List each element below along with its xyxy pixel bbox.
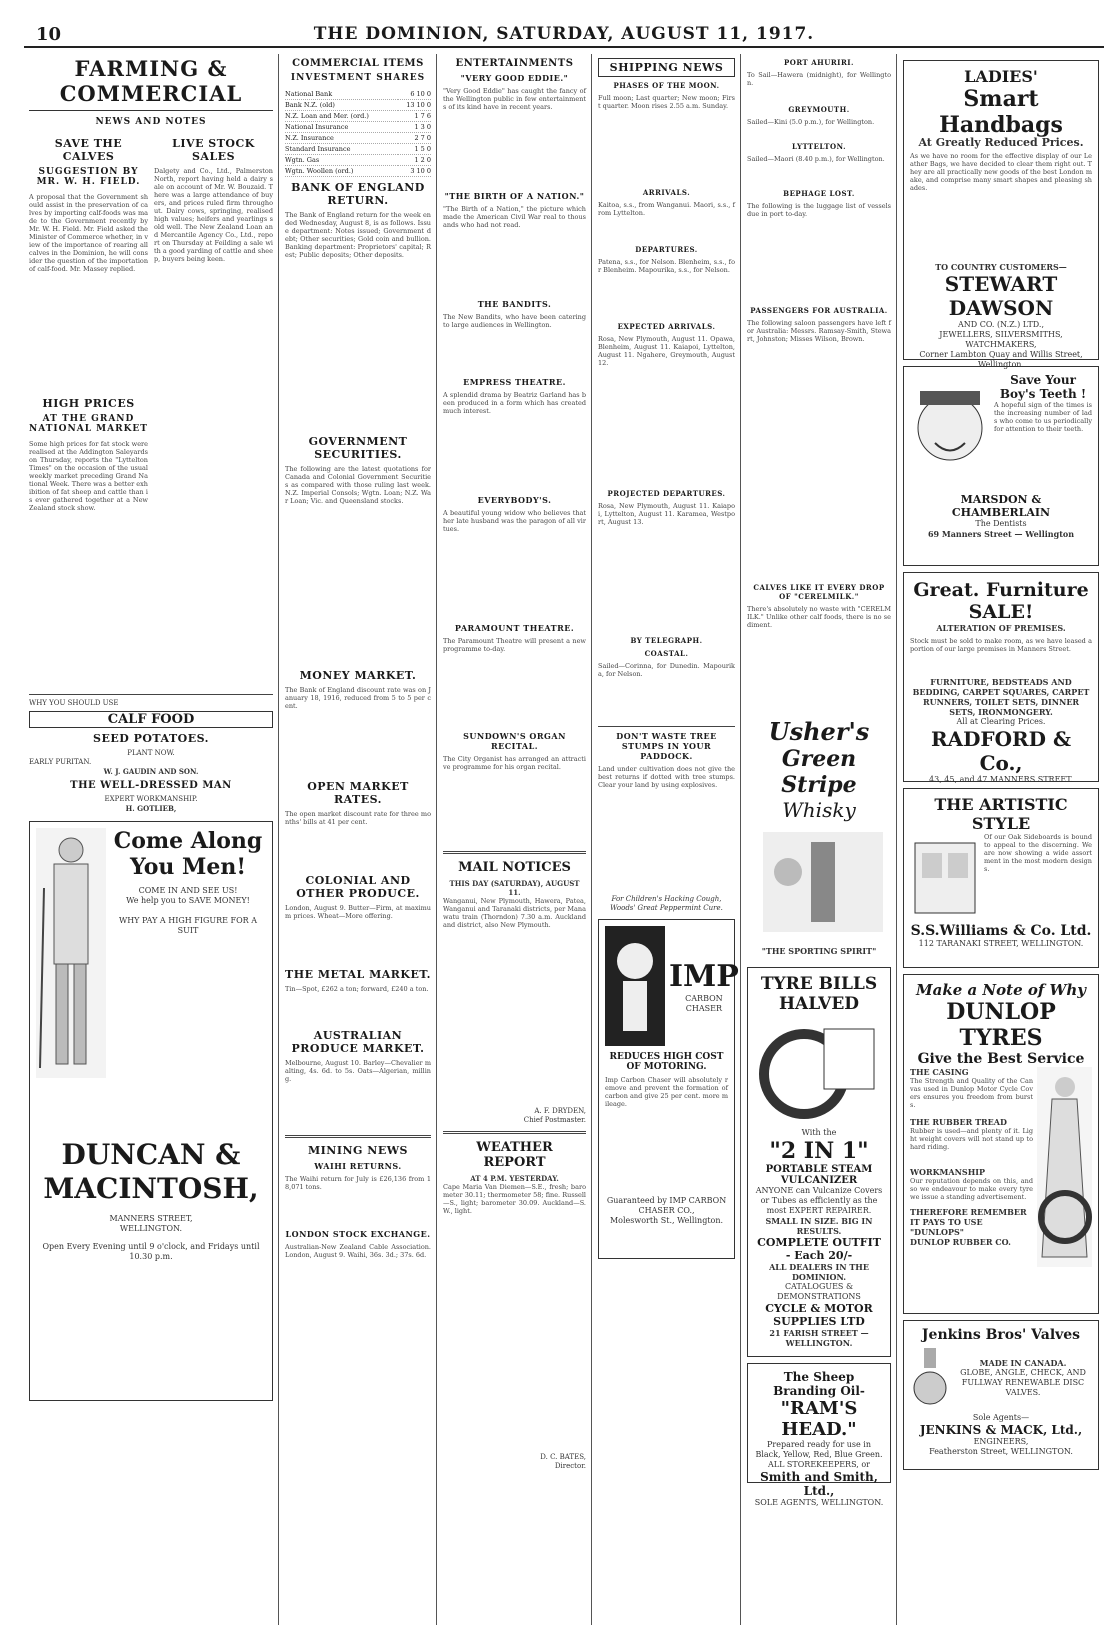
colonial-produce-title: COLONIAL AND OTHER PRODUCE. [296,874,420,900]
jenkins-address: Featherston Street, WELLINGTON. [929,1447,1073,1456]
expert-workmanship: EXPERT WORKMANSHIP. [104,795,198,803]
workmanship: WORKMANSHIP [910,1167,986,1177]
farish-street: 21 FARISH STREET — WELLINGTON. [769,1328,869,1348]
therefore-remember: THEREFORE REMEMBER [910,1207,1027,1217]
mining-news-heading: MINING NEWS [307,1144,409,1157]
teeth-body: A hopeful sign of the times is the increasing number of lads who come to us periodically for attention to their teeth. [994,401,1092,433]
ent-body-4: A splendid drama by Beatriz Garland has been produced in a form which has created much interest. [443,391,586,415]
share-name: Wgtn. Gas [285,155,398,166]
share-value: 1 3 0 [398,122,431,133]
it-pays: IT PAYS TO USE "DUNLOPS" [910,1217,983,1237]
ent-body-5: A beautiful young widow who believes that her late husband was the paragon of all virtues. [443,509,586,533]
marsdon-dentist-advert [903,366,1099,566]
column-commercial [280,54,437,1625]
lyttelton-body: Sailed—Maori (8.40 p.m.), for Wellington. [747,155,885,163]
share-value: 1 5 0 [398,144,431,155]
cerelmilk-title: CALVES LIKE IT EVERY DROP OF "CERELMILK." [753,583,885,601]
column-farming [24,54,279,1625]
projected-departures-title: PROJECTED DEPARTURES. [607,489,726,498]
passengers-australia-title: PASSENGERS FOR AUSTRALIA. [750,306,888,315]
article-body-livestock: Dalgety and Co., Ltd., Palmerston North, report having held a dairy sale on account of Mr. W. Bouzaid. There was a large attendance of buyers, and prices ruled firm throughout. Dairy cows, springing, realised high values; heifers and yearlings sold well. The New Zealand Loan and Mercantile Agency Co., Ltd., report on Thursday at Feilding a sale with a good yarding of cattle and sheep, buyers being keen. [154,167,273,263]
green-stripe: Green Stripe [781,746,857,798]
baggage-lost-body: The following is the luggage list of vessels due in port to-day. [747,202,891,218]
imp-logo: IMP [669,958,739,994]
london-stock-exchange-body: Australian-New Zealand Cable Association. London, August 9. Waihi, 36s. 3d.; 37s. 6d. [285,1243,431,1259]
article-sub-save-calves: SUGGESTION BY MR. W. H. FIELD. [36,167,141,187]
the-casing: THE CASING [910,1067,969,1077]
article-sub-high-prices: AT THE GRAND NATIONAL MARKET [29,414,148,434]
share-name: Bank N.Z. (old) [285,100,398,111]
mail-notices-heading: MAIL NOTICES [458,860,571,875]
stewart-dawson-address: Corner Lambton Quay and Willis Street, Wellington. [919,350,1083,369]
ent-organ-recital: SUNDOWN'S ORGAN RECITAL. [463,731,566,751]
article-body-high-prices: Some high prices for fat stock were realised at the Addington Saleyards on Thursday, reports the "Lyttelton Times" on the occasion of the usual weekly market preceding Grand National Week. There was a better exhibition of fat sheep and cattle than is ever gathered together at a New Zealand stock show. [29,440,148,512]
share-row [285,133,431,144]
passengers-australia-body: The following saloon passengers have left for Australia: Messrs. Ramsay-Smith, Stewart, Johnston; Misses Wilson, Brown. [747,319,891,343]
imp-address: Molesworth St., Wellington. [609,1216,724,1225]
article-title-save-calves: SAVE THE CALVES [54,137,123,163]
share-row [285,122,431,133]
jenkins-valves-advert [903,1320,1099,1470]
projected-departures-body: Rosa, New Plymouth, August 11. Kaiapoi, Lyttelton, August 11. Karamea, Westport, August 13. [598,502,735,526]
newspaper-title: THE DOMINION, SATURDAY, AUGUST 11, 1917. [313,24,815,44]
jenkins-title: Jenkins Bros' Valves [921,1327,1081,1343]
whisky-word: Whisky [782,798,856,822]
entertainments-heading: ENTERTAINMENTS [455,58,574,69]
boe-title: BANK OF ENGLAND RETURN. [291,181,425,207]
ent-birth-of-a-nation: "THE BIRTH OF A NATION." [444,191,585,201]
article-title-high-prices: HIGH PRICES [42,397,135,410]
commercial-items-heading: COMMERCIAL ITEMS [292,58,424,69]
coastal-body: Sailed—Corinna, for Dunedin. Mapourika, for Nelson. [598,662,735,678]
greymouth-title: GREYMOUTH. [788,105,850,114]
share-row [285,166,431,177]
sporting-spirit: "THE SPORTING SPIRIT" [761,946,877,956]
save-boys-teeth: Save Your Boy's Teeth ! [999,373,1087,401]
man-with-cane-illustration [36,828,106,1078]
column-shipping-2 [742,54,897,1625]
news-and-notes-subheading: NEWS AND NOTES [95,117,207,127]
share-name: National Insurance [285,122,398,133]
stewart-dawson-co: AND CO. (N.Z.) LTD., [957,320,1045,329]
imp-reduces: REDUCES HIGH COST OF MOTORING. [609,1052,724,1072]
stump-advert-title: DON'T WASTE TREE STUMPS IN YOUR PADDOCK. [616,731,717,761]
weather-report-body: Cape Maria Van Diemen—S.E., fresh; barometer 30.11; thermometer 58; fine. Russell—S., light; barometer 30.09. Auckland—S.W., light. [443,1183,586,1215]
boy-face-illustration [910,373,990,493]
sideboard-illustration [910,833,980,923]
ushers-brand: Usher's [768,717,870,746]
duncan-street: MANNERS STREET, [109,1214,193,1223]
all-dealers: ALL DEALERS IN THE DOMINION. [769,1262,869,1282]
sheep-colours: Prepared ready for use in Black, Yellow, Red, Blue Green. [755,1440,883,1459]
cycle-motor-supplies: CYCLE & MOTOR SUPPLIES LTD [765,1302,873,1328]
country-customers: TO COUNTRY CUSTOMERS— [935,262,1067,272]
imp-carbon-chaser-advert [598,919,739,1259]
share-value: 3 10 0 [398,166,431,177]
london-stock-exchange-title: LONDON STOCK EXCHANGE. [285,1229,431,1239]
well-dressed-title: THE WELL-DRESSED MAN [70,780,232,791]
seed-plant-now: PLANT NOW. [127,749,175,757]
duncan-city: WELLINGTON. [119,1224,183,1233]
ent-everybodys: EVERYBODY'S. [477,495,552,505]
open-market-title: OPEN MARKET RATES. [307,780,409,806]
huntsman-bottle-illustration [753,822,893,942]
jenkins-mack: JENKINS & MACK, Ltd., [919,1423,1083,1437]
furniture-items: FURNITURE, BEDSTEADS AND BEDDING, CARPET SQUARES, CARPET RUNNERS, TOILET SETS, DINNER SETS, IRONMONGERY. [912,677,1090,717]
marsdon-address: 69 Manners Street — Wellington [927,529,1075,539]
ss-williams-address: 112 TARANAKI STREET, WELLINGTON. [918,939,1084,948]
postmaster-title: Chief Postmaster. [523,1116,586,1124]
arrivals-title: ARRIVALS. [642,188,691,197]
port-ahuriri-title: PORT AHURIRI. [784,58,854,67]
share-value: 2 7 0 [398,133,431,144]
share-name: N.Z. Loan and Mer. (ord.) [285,111,398,122]
dunlop-tyres-advert [903,974,1099,1314]
metal-market-title: THE METAL MARKET. [285,968,431,981]
departures-title: DEPARTURES. [635,245,698,254]
postmaster-name: A. F. DRYDEN, [534,1107,586,1115]
tyre-with: With the [801,1128,837,1137]
made-in-canada: MADE IN CANADA. [979,1358,1067,1368]
ent-body-7: The City Organist has arranged an attractive programme for his organ recital. [443,755,586,771]
ladies-line: LADIES' [964,67,1038,86]
share-row [285,155,431,166]
section-heading-farming: FARMING & COMMERCIAL [29,56,273,111]
share-value: 1 2 0 [398,155,431,166]
ent-body-2: "The Birth of a Nation," the picture which made the American Civil War real to thousands who had not read. [443,205,586,229]
portable-vulcanizer: PORTABLE STEAM VULCANIZER [765,1164,873,1186]
article-body-save-calves: A proposal that the Government should assist in the preservation of calves by importing calf-foods was made to the Government recently by Mr. W. H. Field. Mr. Field asked the Minister of Commerce whether, in view of the importance of rearing all calves in the Dominion, he will consider the question of the importation of calf-food. Mr. Massey replied. [29,193,148,273]
smart-handbags: Smart Handbags [939,86,1063,138]
dunlop-tyres: DUNLOP TYRES [946,999,1056,1051]
share-name: National Bank [285,89,398,100]
clearing-prices: All at Clearing Prices. [956,717,1046,726]
reduced-prices: At Greatly Reduced Prices. [918,136,1084,149]
best-service: Give the Best Service [917,1051,1085,1067]
share-value: 6 10 0 [398,89,431,100]
tyre-anyone: ANYONE can Vulcanize Covers or Tubes as efficiently as the most EXPERT REPAIRER. [755,1186,883,1215]
colonial-produce-body: London, August 9. Butter—Firm, at maximum prices. Wheat—More offering. [285,904,431,920]
share-name: Standard Insurance [285,144,398,155]
column-shipping [593,54,741,1625]
share-value: 13 10 0 [398,100,431,111]
australian-produce-title: AUSTRALIAN PRODUCE MARKET. [291,1029,425,1055]
tyre-bills-halved: TYRE BILLS HALVED [760,974,878,1014]
shipping-news-heading: SHIPPING NEWS [598,58,735,77]
column-adverts [898,54,1104,1625]
handbags-body: As we have no room for the effective display of our Leather Bags, we have decided to clear them right out. They are all practically new goods of the best London make, and comprise many smart shapes and pleasing shades. [910,152,1092,192]
seed-early: EARLY PURITAN. [29,758,92,766]
share-row [285,89,431,100]
money-market-title: MONEY MARKET. [299,669,417,682]
valve-illustration [910,1343,950,1413]
furniture-sale: Great. Furniture SALE! [913,579,1089,623]
expected-arrivals-title: EXPECTED ARRIVALS. [617,322,716,331]
govt-securities-body: The following are the latest quotations for Canada and Colonial Government Securities as compared with those ruling last week. N.Z. Imperial Consols; Wgtn. Loan; N.Z. War Loan; Vic. and Queensland stocks. [285,465,431,505]
ent-body-1: "Very Good Eddie" has caught the fancy of the Wellington public in few entertainments of its kind have in recent years. [443,87,586,111]
share-name: Wgtn. Woollen (ord.) [285,166,398,177]
alteration-premises: ALTERATION OF PREMISES. [936,623,1066,633]
workmanship-body: Our reputation depends on this, and so we endeavour to make every tyre we issue a standing advertisement. [910,1177,1033,1201]
weather-time: AT 4 P.M. YESTERDAY. [470,1174,559,1183]
duncan-hours: Open Every Evening until 9 o'clock, and Fridays until 10.30 p.m. [42,1242,260,1261]
ss-williams-name: S.S.Williams & Co. Ltd. [910,923,1092,939]
come-along-heading: Come Along [113,828,263,854]
ent-empress-theatre: EMPRESS THEATRE. [463,377,566,387]
sheep-branding-oil: The Sheep Branding Oil- [773,1370,865,1398]
departures-body: Patena, s.s., for Nelson. Blenheim, s.s., for Blenheim. Mapourika, s.s., for Nelson. [598,258,735,274]
rubber-tread: THE RUBBER TREAD [910,1117,1007,1127]
storekeepers: ALL STOREKEEPERS, or [767,1460,870,1469]
valve-types: GLOBE, ANGLE, CHECK, AND FULLWAY RENEWABLE DISC VALVES. [960,1368,1086,1397]
weather-report-heading: WEATHER REPORT [476,1140,553,1170]
investment-shares-heading: INVESTMENT SHARES [290,73,426,83]
imp-body: Imp Carbon Chaser will absolutely remove and prevent the formation of carbon and give 25 per cent. more mileage. [605,1076,728,1108]
seed-potatoes-title: SEED POTATOES. [93,732,209,745]
ss-williams-advert [903,788,1099,968]
catalogues: CATALOGUES & DEMONSTRATIONS [777,1282,861,1301]
phases-body: Full moon; Last quarter; New moon; First quarter. Moon rises 2.55 a.m. Sunday. [598,94,735,110]
money-market-body: The Bank of England discount rate was on January 18, 1916, reduced from 5 to 5 per cent. [285,686,431,710]
the-dentists: The Dentists [975,519,1027,528]
australian-produce-body: Melbourne, August 10. Barley—Chevalier malting, 4s. 6d. to 5s. Oats—Algerian, milling. [285,1059,431,1083]
jenkins-sole-agents: Sole Agents— [972,1413,1030,1422]
page-number: 10 [36,24,62,45]
radford-name: RADFORD & Co., [930,727,1072,775]
artistic-body: Of our Oak Sideboards is bound to appeal to the discerning. We are now showing a wide assortment in the most modern designs. [984,833,1092,873]
metal-market-body: Tin—Spot, £262 a ton; forward, £240 a ton. [285,985,429,993]
ent-body-3: The New Bandits, who have been catering to large audiences in Wellington. [443,313,586,329]
ent-paramount-theatre: PARAMOUNT THEATRE. [454,623,575,633]
radford-furniture-advert [903,572,1099,782]
sole-agents: SOLE AGENTS, WELLINGTON. [754,1498,884,1507]
make-a-note: Make a Note of Why [916,981,1086,999]
rams-head: "RAM'S HEAD." [780,1398,858,1440]
article-title-livestock: LIVE STOCK SALES [172,137,255,163]
phases-moon: PHASES OF THE MOON. [613,81,720,90]
duncan-macintosh-firm: DUNCAN & MACINTOSH, [43,1138,259,1205]
share-row [285,111,431,122]
lyttelton-title: LYTTELTON. [791,142,847,151]
share-row [285,144,431,155]
weather-director-title: Director. [554,1462,586,1470]
stump-advert-body: Land under cultivation does not give the best returns if dotted with tree stumps. Clear your land by using explosives. [598,765,735,789]
imp-carbon-chaser: CARBON CHASER [685,993,723,1013]
calf-food-logo: CALF FOOD [29,711,273,728]
shares-table [285,89,431,177]
radford-address: 43, 45, and 47 MANNERS STREET. [929,775,1073,784]
stewart-dawson-name: STEWART DAWSON [944,272,1058,320]
why-you-should-use: WHY YOU SHOULD USE [29,699,119,707]
jewellers-line: JEWELLERS, SILVERSMITHS, WATCHMAKERS, [939,330,1063,349]
complete-outfit: COMPLETE OUTFIT - Each 20/- [757,1236,881,1262]
port-ahuriri-body: To Sail—Hawera (midnight), for Wellington. [747,71,891,87]
imp-figure-illustration [605,926,665,1046]
two-in-one: "2 IN 1" [769,1138,869,1164]
mail-day-line: THIS DAY (SATURDAY), AUGUST 11. [449,879,580,897]
you-men-heading: You Men! [129,854,247,880]
save-money-line: We help you to SAVE MONEY! [126,896,250,905]
come-in-line: COME IN AND SEE US! [138,886,238,895]
ushers-whisky-advert [747,711,891,961]
weather-director-name: D. C. BATES, [540,1453,586,1461]
govt-securities-title: GOVERNMENT SECURITIES. [308,435,408,461]
waihi-returns-body: The Waihi return for July is £26,136 from 18,071 tons. [285,1175,431,1191]
coastal: COASTAL. [644,649,689,658]
share-row [285,100,431,111]
ent-the-bandits: THE BANDITS. [477,299,552,309]
imp-guarantee: Guaranteed by IMP CARBON CHASER CO., [606,1196,727,1215]
ent-body-6: The Paramount Theatre will present a new programme to-day. [443,637,586,653]
cerelmilk-body: There's absolutely no waste with "CERELMILK." Unlike other calf foods, there is no sediment. [747,605,891,629]
boe-body: The Bank of England return for the week ended Wednesday, August 8, is as follows. Issue department: Notes issued; Government debt; Other securities; Gold coin and bullion. Banking department: Proprietors' capital; Rest; Public deposits; Other deposits. [285,211,431,259]
column-entertainments [438,54,592,1625]
tyre-vulcanizer-advert [747,967,891,1357]
share-value: 1 7 6 [398,111,431,122]
mail-notices-body: Wanganui, New Plymouth, Hawera, Patea, Wanganui and Taranaki districts, per Manawatu train (Thorndon) 7.30 a.m. Auckland and district, also New Plymouth. [443,897,586,929]
marsdon-chamberlain: MARSDON & CHAMBERLAIN [951,493,1051,519]
seed-firm: W. J. GAUDIN AND SON. [103,767,199,776]
dunlop-rubber-co: DUNLOP RUBBER CO. [910,1237,1011,1247]
artistic-style: THE ARTISTIC STYLE [934,795,1068,833]
by-telegraph: BY TELEGRAPH. [630,636,703,645]
tread-body: Rubber is used—and plenty of it. Light weight covers will not stand up to hard riding. [910,1127,1033,1151]
casing-body: The Strength and Quality of the Canvas used in Dunlop Motor Cycle Covers ensures you freedom from bursts. [910,1077,1033,1109]
gotlieb-name: H. GOTLIEB, [125,804,177,813]
woman-with-tyre-illustration [1037,1067,1092,1267]
arrivals-body: Kaitoa, s.s., from Wanganui. Maori, s.s., from Lyttelton. [598,201,735,217]
smith-and-smith: Smith and Smith, Ltd., [760,1470,878,1498]
waihi-returns-title: WAIHI RETURNS. [314,1161,402,1171]
cough-cure-advert: For Children's Hacking Cough, Woods' Great Peppermint Cure. [610,895,723,912]
share-name: N.Z. Insurance [285,133,398,144]
expected-arrivals-body: Rosa, New Plymouth, August 11. Opawa, Blenheim, August 11. Kaiapoi, Lyttelton, August 11. Ngahere, Greymouth, August 12. [598,335,735,367]
stewart-dawson-advert [903,60,1099,369]
furniture-body: Stock must be sold to make room, as we have leased a portion of our large premises in Manners Street. [910,637,1092,653]
ent-very-good-eddie: "VERY GOOD EDDIE." [460,73,569,83]
greymouth-body: Sailed—Kini (5.0 p.m.), for Wellington. [747,118,875,126]
rams-head-advert [747,1363,891,1507]
duncan-macintosh-advert [29,821,273,1401]
baggage-lost-title: BEPHAGE LOST. [783,189,855,198]
tyre-bill-illustration [754,1014,884,1124]
masthead [24,22,1104,48]
tyre-size: SMALL IN SIZE. BIG IN RESULTS. [765,1216,873,1236]
open-market-body: The open market discount rate for three months' bills at 41 per cent. [285,810,431,826]
why-pay-line: WHY PAY A HIGH FIGURE FOR A SUIT [118,916,258,935]
jenkins-engineers: ENGINEERS, [973,1437,1029,1446]
